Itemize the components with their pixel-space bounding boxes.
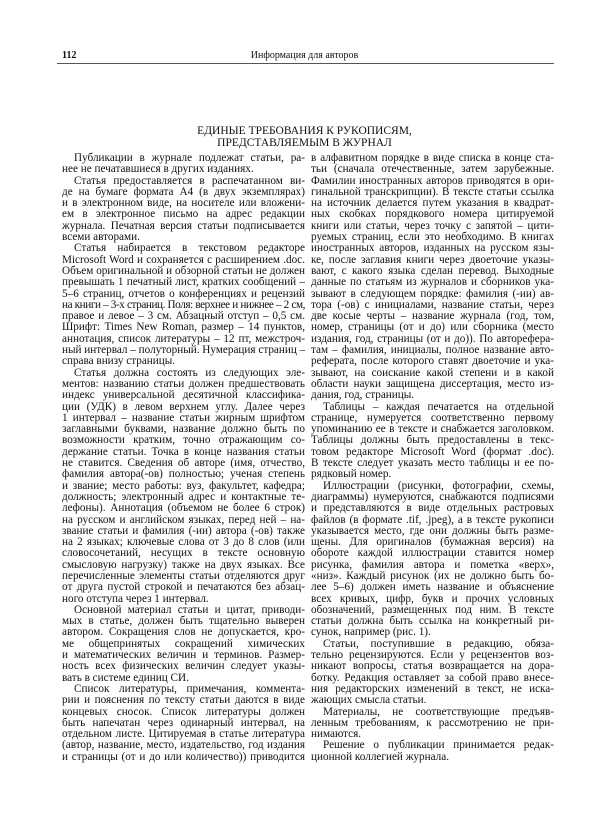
text-line: правое и левое – 3 см. Абзацный отступ – 0,5 см. [62, 310, 305, 323]
text-line: 1 интервал – название статьи жирным шрифтом [62, 411, 305, 424]
paragraph [62, 243, 305, 367]
text-line: от друга пустой строкой и печатаются без абзац- [62, 581, 305, 594]
text-line: указывается место, где они должны быть разме- [311, 524, 554, 537]
paragraph [311, 639, 554, 707]
text-line: ния редакторских изменений в текст, не иска- [311, 682, 554, 695]
paragraph [311, 153, 554, 402]
text-line: ленным требованиям, к рассмотрению не при- [311, 716, 554, 729]
text-line: индекс универсальной десятичной классифика- [62, 389, 305, 402]
text-line: тора (-ов) с инициалами, название статьи, через [311, 298, 554, 311]
text-line: две косые черты – название журнала (год, том, [311, 310, 554, 323]
left-column [62, 153, 305, 763]
text-line: Шрифт: Times New Roman, размер – 14 пунктов, [62, 321, 305, 334]
text-line: ем в электронное письмо на адрес редакции [62, 208, 305, 221]
text-line: ментов: названию статьи должен предшествовать [62, 377, 305, 390]
paragraph [62, 153, 305, 176]
text-line: на книги – 3-х страниц. Поля: верхнее и нижнее – 2 см, [62, 298, 305, 311]
text-line: упоминанию ее в тексте и снабжается заголовком. [311, 423, 554, 436]
text-line: Microsoft Word и сохраняется с расширением .doc. [62, 253, 305, 266]
paragraph [311, 481, 554, 639]
text-line: всеми авторами. [62, 231, 140, 244]
text-line: должность; электронный адрес и контактные те- [62, 490, 305, 503]
text-line: на русском и английском языках, перед ней – на- [62, 513, 305, 526]
text-line: перечисленные элементы статьи отделяются друг [62, 569, 305, 582]
text-line: странице, нумеруется соответственно первому [311, 411, 554, 424]
text-line: издания, год, страницы (от и до)). По авторефера- [311, 332, 554, 345]
text-line: Таблицы должны быть предоставлены в текс- [311, 434, 554, 447]
text-line: Основной материал статьи и цитат, приводи- [74, 603, 305, 616]
text-line: де на бумаге формата А4 (в двух экземплярах) [62, 185, 305, 198]
text-line: рисунка, фамилия автора и пометка «верх», [311, 558, 554, 571]
text-line: справа внизу страницы. [62, 355, 176, 368]
text-line: «низ». Каждый рисунок (их не должно быть бо- [311, 569, 554, 582]
paragraph [62, 684, 305, 763]
text-line: заглавными буквами, название должно быть по [62, 423, 305, 436]
text-line: и представляются в виде отдельных растровых [311, 502, 554, 515]
text-line: тельно рецензируются. Если у рецензентов воз- [311, 649, 554, 662]
text-line: зывают в следующем порядке: фамилия (-ии) ав- [311, 287, 554, 300]
text-line: рии и пояснения по тексту статьи даются в виде [62, 694, 305, 707]
text-line: смысловую нагрузку) также на двух языках. Все [62, 558, 305, 571]
text-line: сунок, например (рис. 1). [311, 626, 431, 639]
text-line: Фамилии иностранных авторов приводятся в ори- [311, 174, 554, 187]
text-line: никают вопросы, статья возвращается на дора- [311, 660, 554, 673]
text-line: ционной коллегией журнала. [311, 750, 450, 763]
text-line: аннотация, список литературы – 12 пт, межстроч- [62, 332, 305, 345]
text-line: обороте каждой иллюстрации ставится номер [311, 547, 554, 560]
text-line: не ставится. Сведения об авторе (имя, отчество, [62, 457, 305, 470]
text-line: ных скобках порядкового номера цитируемой [311, 208, 554, 221]
text-line: гинальной транскрипции). В тексте статьи ссылка [311, 185, 554, 198]
text-line: Иллюстрации (рисунки, фотографии, схемы, [323, 479, 554, 492]
text-line: и в электронном виде, на носителе или вложени- [62, 197, 305, 210]
text-line: Публикации в журнале подлежат статьи, ра- [74, 152, 305, 164]
text-line: (автор, название, место, издательство, год издания [62, 739, 305, 752]
text-line: всех кривых, цифр, букв и прочих условных [311, 592, 554, 605]
text-line: словосочетаний, несущих в тексте основную [62, 547, 305, 560]
text-line: там – фамилия, инициалы, полное название авто- [311, 344, 554, 357]
text-line: Статья предоставляется в распечатанном ви- [74, 174, 305, 187]
text-line: файлов (в формате .tif, .jpeg), а в тексте рукописи [311, 513, 554, 526]
text-line: дания, год, страницы. [311, 389, 415, 402]
text-line: держание статьи. Точка в конце названия статьи [62, 445, 305, 458]
text-line: на 2 языках; ключевые слова от 3 до 8 слов (или [62, 536, 305, 549]
text-line: области науки защищена диссертация, место из- [311, 377, 554, 390]
text-line: данные по статьям из журналов и сборников ука- [311, 276, 554, 289]
text-line: звание статьи и фамилия (-ии) автора (-ов) также [62, 524, 305, 537]
text-line: Материалы, не соответствующие предъяв- [323, 705, 554, 718]
text-line: ме общепринятых сокращений химических [62, 637, 305, 650]
text-line: диаграммы) нумеруются, снабжаются подписями [311, 490, 554, 503]
paragraph [311, 740, 554, 763]
text-line: и страницы (от и до или количество)) приводится [62, 750, 305, 763]
article-title-line: ПРЕДСТАВЛЯЕМЫМ В ЖУРНАЛ [217, 136, 392, 149]
text-line: на источник делается путем указания в квадрат- [311, 197, 554, 210]
text-line: фамилия автора(-ов) полностью; ученая степень [62, 468, 305, 481]
article-title [0, 126, 609, 149]
text-line: отдельном листе. Цитируемая в статье литература [62, 728, 305, 741]
text-line: реферата, после которого ставят двоеточие и ука- [311, 355, 554, 368]
text-line: быть напечатан через одинарный интервал, на [62, 716, 305, 729]
right-column [311, 153, 554, 763]
text-line: ный интервал – полуторный. Нумерация страниц – [62, 344, 306, 357]
text-line: вать в системе единиц СИ. [62, 671, 189, 684]
text-line: в алфавитном порядке в виде списка в конце ста- [311, 152, 554, 164]
text-line: концевых сносок. Список литературы должен [62, 705, 305, 718]
text-line: Таблицы – каждая печатается на отдельной [323, 400, 554, 413]
paragraph [62, 368, 305, 605]
text-line: 5–6 страниц, отчетов о конференциях и рецензий [62, 287, 305, 300]
text-line: жающих смысла статьи. [311, 694, 427, 707]
paragraph [311, 707, 554, 741]
text-line: Решение о публикации принимается редак- [323, 739, 554, 752]
article-title-line: ЕДИНЫЕ ТРЕБОВАНИЯ К РУКОПИСЯМ, [197, 125, 412, 137]
text-line: лефоны). Аннотация (объемом не более 6 строк) [62, 502, 305, 515]
text-line: мых в статье, должен быть тщательно выверен [62, 615, 305, 628]
paragraph [311, 402, 554, 481]
header-rule [57, 63, 554, 64]
text-line: ции (УДК) в левом верхнем углу. Далее через [62, 400, 305, 413]
text-line: возможности кратким, точно отражающим со- [62, 434, 305, 447]
text-line: лее 5–6) должен иметь название и объяснение [311, 581, 554, 594]
text-line: товом редакторе Microsoft Word (формат .doc). [311, 445, 554, 458]
text-line: книги или статьи, через точку с запятой – цити- [311, 219, 554, 232]
text-line: статьи должна быть ссылка на конкретный ри- [311, 615, 554, 628]
text-line: ного отступа через 1 интервал. [62, 592, 209, 605]
text-line: ке, после заглавия книги через двоеточие указы- [311, 253, 554, 266]
text-line: ботку. Редакция оставляет за собой право внесе- [311, 671, 554, 684]
text-line: тьи (сначала отечественные, затем зарубежные. [311, 163, 554, 176]
text-line: журнала. Печатная версия статьи подписывается [62, 219, 305, 232]
paragraph [62, 176, 305, 244]
text-line: превышать 1 печатный лист, кратких сообщений – [62, 276, 305, 289]
text-line: Список литературы, примечания, коммента- [74, 682, 305, 695]
text-line: рядковый номер. [311, 468, 392, 481]
paragraph [62, 605, 305, 684]
text-line: номер, страницы (от и до) или сборника (место [311, 321, 554, 334]
text-line: вают, с какого языка сделан перевод. Выходные [311, 264, 554, 277]
page-number: 112 [62, 50, 77, 61]
text-line: и математических величин и терминов. Размер- [62, 649, 305, 662]
text-line: Статья набирается в текстовом редакторе [74, 242, 305, 255]
text-line: зывают, на соискание какой степени и в какой [311, 366, 554, 379]
text-line: иностранных авторов, изданных на русском язы- [311, 242, 554, 255]
text-line: Объем оригинальной и обзорной статьи не должен [62, 264, 305, 277]
running-header-title: Информация для авторов [250, 50, 359, 61]
text-line: ность всех физических величин следует указы- [62, 660, 305, 673]
text-line: В тексте следует указать место таблицы и ее по- [311, 457, 554, 470]
text-line: обозначений, размещенных под ним. В тексте [311, 603, 554, 616]
text-line: нимаются. [311, 728, 362, 741]
text-line: нее не печатавшиеся в других изданиях. [62, 163, 254, 176]
text-line: Статья должна состоять из следующих эле- [74, 366, 305, 379]
text-line: Статьи, поступившие в редакцию, обяза- [323, 637, 554, 650]
text-line: и звание; место работы: вуз, факультет, кафедра; [62, 479, 305, 492]
text-line: руемых страниц, если это необходимо. В книгах [311, 231, 554, 244]
text-line: автором. Сокращения слов не допускается, кро- [62, 626, 305, 639]
text-line: щены. Для оригиналов (бумажная версия) на [311, 536, 554, 549]
